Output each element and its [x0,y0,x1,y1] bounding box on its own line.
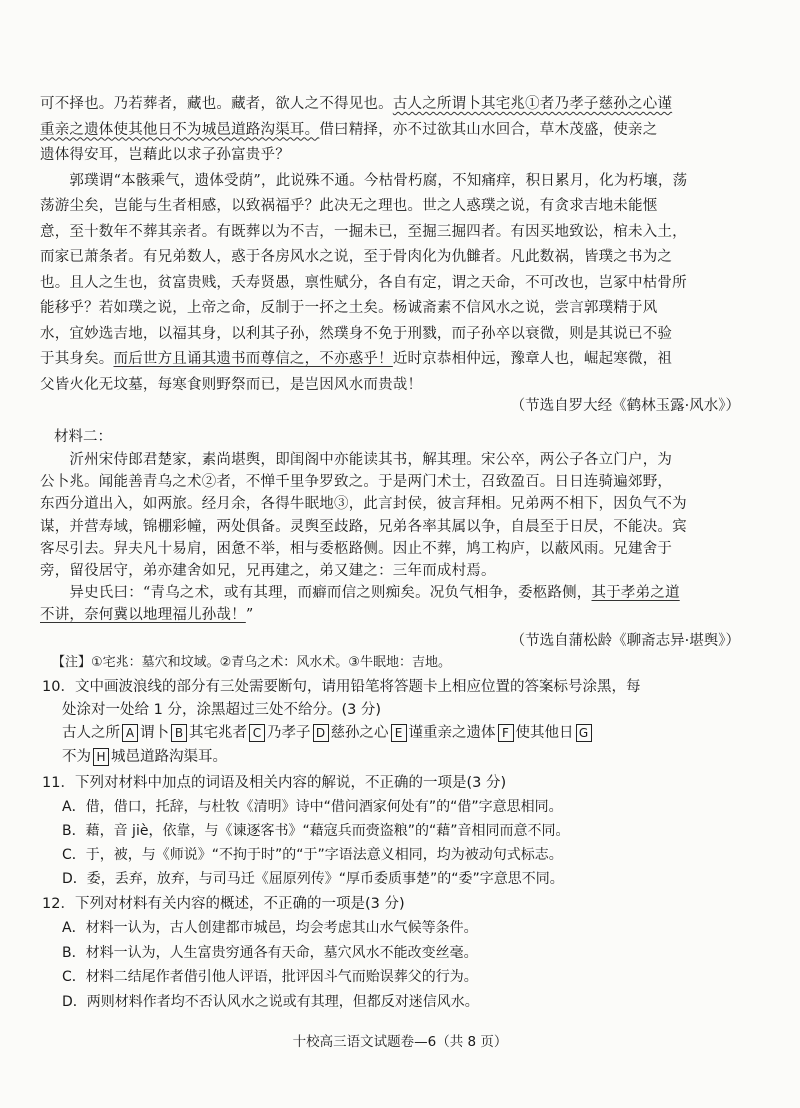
passage2-line [40,494,687,514]
q12-stem: 12．下列对材料有关内容的概述，不正确的一项是(3 分) [42,896,405,912]
passage-one-source: （节选自罗大经《鹤林玉露·风水》） [510,398,740,414]
text-segment: 父皆火化无坟墓，每寒食则野祭而已，是岂因风水而贵哉！ [40,376,423,393]
text-segment: 借曰精择，亦不过欲其山水回合，草木茂盛，使亲之 [319,121,658,138]
passage1-line [40,375,422,395]
passage2-line [40,561,496,581]
q10-text-segment: 城邑道路沟渠耳。 [111,749,227,765]
q10-stem-line2: 处涂对一处给 1 分，涂黑超过三处不给分。(3 分) [62,702,382,718]
text-segment: 能移乎？若如璞之说，上帝之命，反制于一抔之土矣。杨诚斋素不信风水之说，尝言郭璞精于风 [40,300,658,316]
answer-box-c[interactable]: C [249,724,265,742]
q10-text-segment: 使其他日 [515,725,574,741]
passage2-line [40,517,687,537]
text-segment: 郭璞谓“本骸乘气，遗体受荫”，此说殊不通。今枯骨朽腐，不知痛痒，积日累月，化为朽壤，荡 [40,172,688,189]
q10-text-segment: 其宅兆者 [189,725,247,741]
q11-option-c: C．于，被，与《师说》“不拘于时”的“于”字语法意义相同，均为被动句式标志。 [62,847,563,863]
passage1-line [40,120,657,140]
text-segment: 也。且人之生也，贫富贵贱，夭寿贤愚，禀性赋分，各自有定，谓之天命，不可改也，岂冢中枯骨所 [40,274,687,291]
q10-option-row2 [62,746,227,768]
passage1-line [40,196,657,216]
passage1-line [40,222,687,242]
q12-option-b: B．材料一认为，人生富贵穷通各有天命，墓穴风水不能改变丝毫。 [62,945,478,961]
text-segment: 重亲之遗体使其他日不为城邑道路沟渠耳。 [40,121,320,138]
passage-two-source: （节选自蒲松龄《聊斋志异·堪舆》） [510,633,740,649]
text-segment: 近时京恭相仲远，豫章人也，崛起寒微，祖 [392,351,673,367]
passage2-line [40,583,680,603]
answer-box-e[interactable]: E [391,724,407,742]
passage1-line [40,298,657,318]
q12-option-a: A．材料一认为，古人创建都市城邑，均会考虑其山水气候等条件。 [62,920,478,936]
answer-box-h[interactable]: H [93,748,109,766]
page-footer: 十校高三语文试题卷—6（共 8 页） [292,1034,508,1050]
q11-option-b: B．藉，音 jiè，依靠，与《谏逐客书》“藉寇兵而赍盗粮”的“藉”音相同而意不同。 [62,823,570,839]
text-segment: 水，宜妙选吉地，以福其身，以利其子孙，然璞身不免于刑戮，而子孙卒以衰微，则是其说已不验 [40,325,673,342]
text-segment: 谋，并营寿域，锦棚彩幢，两处俱备。灵舆至歧路，兄弟各率其属以争，自晨至于日昃，不能决。宾 [40,518,687,535]
text-segment: 客尽引去。舁夫凡十易肩，困惫不举，相与委柩路侧。因止不葬，鸠工构庐，以蔽风雨。兄建舍于 [40,540,673,557]
footnote: 【注】①宅兆：墓穴和坟域。②青乌之术：风水术。③牛眠地：吉地。 [52,655,451,670]
answer-box-b[interactable]: B [171,724,187,742]
q10-option-row1 [62,722,594,744]
q10-text-segment: 乃孝子 [267,725,311,741]
q10-text-segment: 谨重亲之遗体 [408,725,496,741]
passage1-line [40,349,672,369]
passage1-line [40,247,672,267]
passage1-line [40,171,687,191]
text-segment: 公卜兆。闻能善青乌之术②者，不惮千里争罗致之。于是两门术士，召致盈百。日日连骑遍郊野， [40,474,673,491]
q12-option-d: D．两则材料作者均不否认风水之说或有其理，但都反对迷信风水。 [62,994,479,1010]
text-segment: 于其身矣。 [40,351,114,367]
passage2-line [40,605,253,625]
text-segment: 东西分道出入，如两旅。经月余，各得牛眠地③，此言封侯，彼言拜相。兄弟两不相下，因负气不为 [40,496,687,513]
text-segment: 荡游尘矣，岂能与生者相感，以致祸福乎？此决无之理也。世之人惑璞之说，有贪求吉地未能惬 [40,198,658,214]
text-segment: 古人之所谓卜其宅兆①者乃孝子慈孙之心谨 [392,96,673,112]
answer-box-a[interactable]: A [122,724,138,742]
passage2-line [40,539,672,559]
q11-option-d: D．委，丢弃，放弃，与司马迁《屈原列传》“厚币委质事楚”的“委”字意思不同。 [62,871,564,887]
answer-box-g[interactable]: G [576,724,592,742]
text-segment: 异史氏曰：“青乌之术，或有其理，而癖而信之则痴矣。况负气相争，委柩路侧，其于孝弟之道 [40,585,680,602]
q11-option-a: A．借，借口，托辞，与杜牧《清明》诗中“借问酒家何处有”的“借”字意思相同。 [62,799,563,815]
text-segment: 而后世方且诵其遗书而尊信之，不亦惑乎！ [113,351,393,367]
passage1-line [40,94,672,114]
q10-stem-line1: 10．文中画波浪线的部分有三处需要断句，请用铅笔将答题卡上相应位置的答案标号涂黑，每 [42,679,641,695]
passage1-line [40,145,290,165]
q10-text-segment: 慈孙之心 [330,725,389,741]
q12-option-c: C．材料二结尾作者借引他人评语，批评因斗气而贻误葬父的行为。 [62,969,478,985]
answer-box-d[interactable]: D [313,724,329,742]
text-segment: 可不择也。乃若葬者，藏也。藏者，欲人之不得见也。 [40,96,393,112]
q10-text-segment: 不为 [62,749,91,765]
text-segment: 不讲，奈何冀以地理福儿孙哉！ [40,607,246,624]
passage2-line [40,472,672,492]
q10-text-segment: 谓卜 [140,725,169,741]
q11-stem: 11．下列对材料中加点的词语及相关内容的解说，不正确的一项是(3 分) [42,775,507,791]
answer-box-f[interactable]: F [498,724,514,742]
text-segment: ” [245,607,254,624]
passage-two-heading: 材料二： [54,429,112,445]
text-segment: 意，至十数年不葬其亲者。有既葬以为不吉，一掘未已，至掘三掘四者。有因买地致讼，棺未入土， [40,223,687,240]
text-segment: 而家已萧条者。有兄弟数人，惑于各房风水之说，至于骨肉化为仇雠者。凡此数祸，皆璞之书为之 [40,249,673,265]
q10-text-segment: 古人之所 [62,725,120,741]
passage1-line [40,324,672,344]
text-segment: 遗体得安耳，岂藉此以求子孙富贵乎？ [40,147,290,163]
passage2-line [40,450,672,470]
text-segment: 沂州宋侍郎君楚家，素尚堪舆，即闺阁中亦能读其书，解其理。宋公卒，两公子各立门户，为 [40,452,673,468]
text-segment: 旁，留役居守，弟亦建舍如兄，兄再建之，弟又建之：三年而成村焉。 [40,563,496,579]
passage1-line [40,273,687,293]
